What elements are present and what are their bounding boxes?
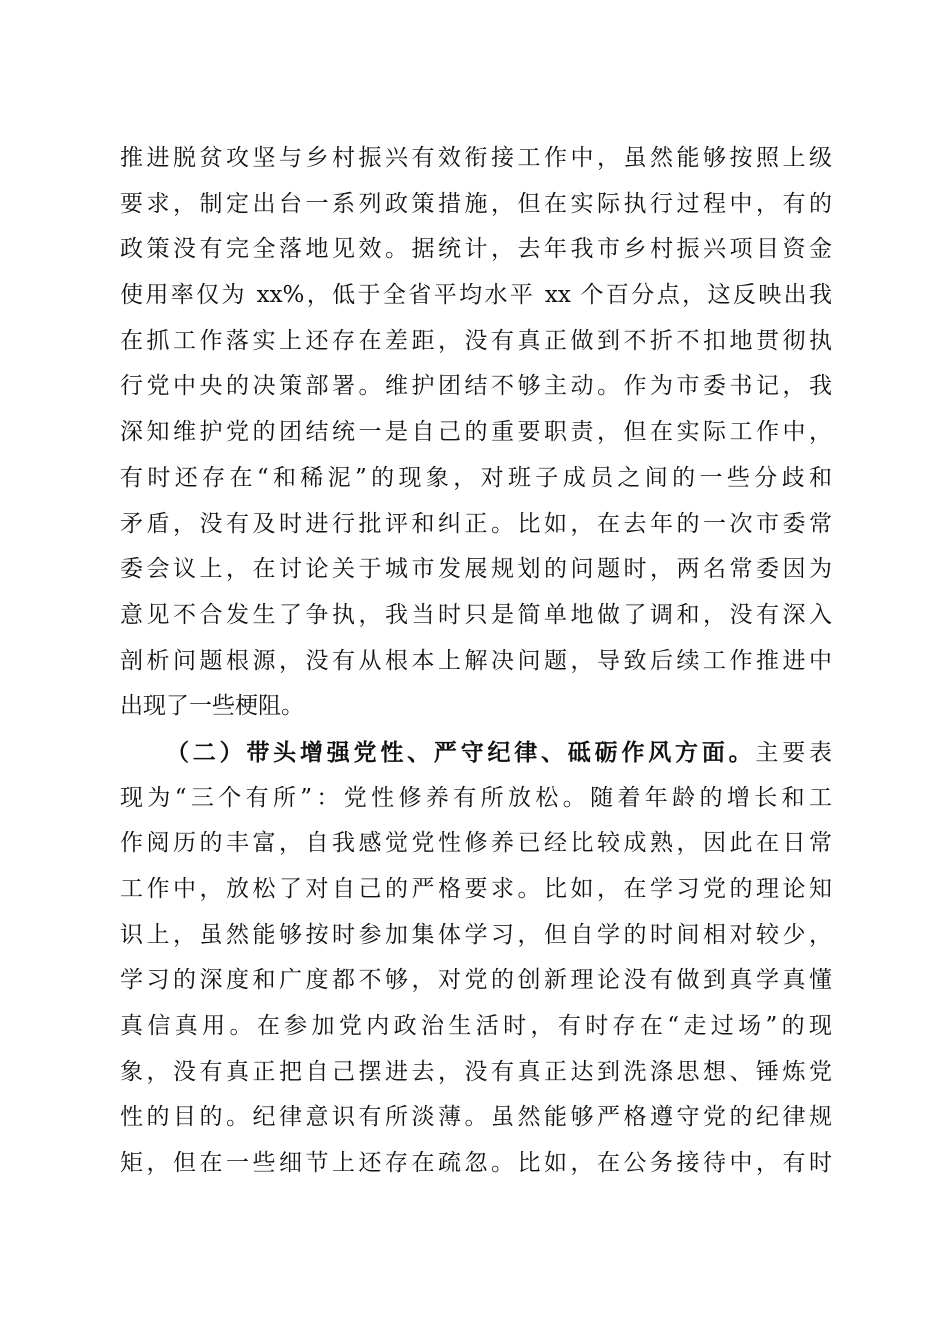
text-line: 使用率仅为 xx%，低于全省平均水平 xx 个百分点，这反映出我: [120, 282, 832, 309]
text-line: 矩，但在一些细节上还存在疏忽。比如，在公务接待中，有时: [120, 1150, 832, 1177]
text-line: 意见不合发生了争执，我当时只是简单地做了调和，没有深入: [120, 601, 832, 628]
paragraph-first-line: [120, 730, 832, 776]
text-line: 工作中，放松了对自己的严格要求。比如，在学习党的理论知: [120, 876, 832, 902]
text-line: 真信真用。在参加党内政治生活时，有时存在“走过场”的现: [120, 1013, 832, 1040]
document-page: [120, 136, 832, 1187]
text-line: 识上，虽然能够按时参加集体学习，但自学的时间相对较少，: [120, 921, 832, 948]
text-line: 委会议上，在讨论关于城市发展规划的问题时，两名常委因为: [120, 556, 832, 583]
text-line: 作阅历的丰富，自我感觉党性修养已经比较成熟，因此在日常: [120, 830, 832, 857]
text-line: 推进脱贫攻坚与乡村振兴有效衔接工作中，虽然能够按照上级: [120, 145, 832, 171]
text-line: 象，没有真正把自己摆进去，没有真正达到洗涤思想、锤炼党: [120, 1058, 832, 1085]
paragraph-2: [120, 730, 832, 1187]
text-line: 政策没有完全落地见效。据统计，去年我市乡村振兴项目资金: [120, 236, 832, 263]
text-line: 学习的深度和广度都不够，对党的创新理论没有做到真学真懂: [120, 967, 832, 994]
text-line: 行党中央的决策部署。维护团结不够主动。作为市委书记，我: [120, 373, 832, 400]
section-heading: （二）带头增强党性、严守纪律、砥砺作风方面。: [166, 738, 756, 766]
paragraph-1: [120, 136, 832, 730]
text-line: 出现了一些梗阻。: [120, 693, 304, 720]
text-line: 剖析问题根源，没有从根本上解决问题，导致后续工作推进中: [120, 647, 832, 674]
text-line: 性的目的。纪律意识有所淡薄。虽然能够严格遵守党的纪律规: [120, 1104, 832, 1131]
text-line: 深知维护党的团结统一是自己的重要职责，但在实际工作中，: [120, 419, 832, 446]
text-line: 现为“三个有所”：党性修养有所放松。随着年龄的增长和工: [120, 784, 832, 811]
text-line: 矛盾，没有及时进行批评和纠正。比如，在去年的一次市委常: [120, 510, 832, 537]
text-line: 有时还存在“和稀泥”的现象，对班子成员之间的一些分歧和: [120, 464, 832, 491]
text-line: 要求，制定出台一系列政策措施，但在实际执行过程中，有的: [120, 190, 832, 217]
text-run: 主要表: [755, 739, 833, 766]
text-line: 在抓工作落实上还存在差距，没有真正做到不折不扣地贯彻执: [120, 327, 832, 354]
